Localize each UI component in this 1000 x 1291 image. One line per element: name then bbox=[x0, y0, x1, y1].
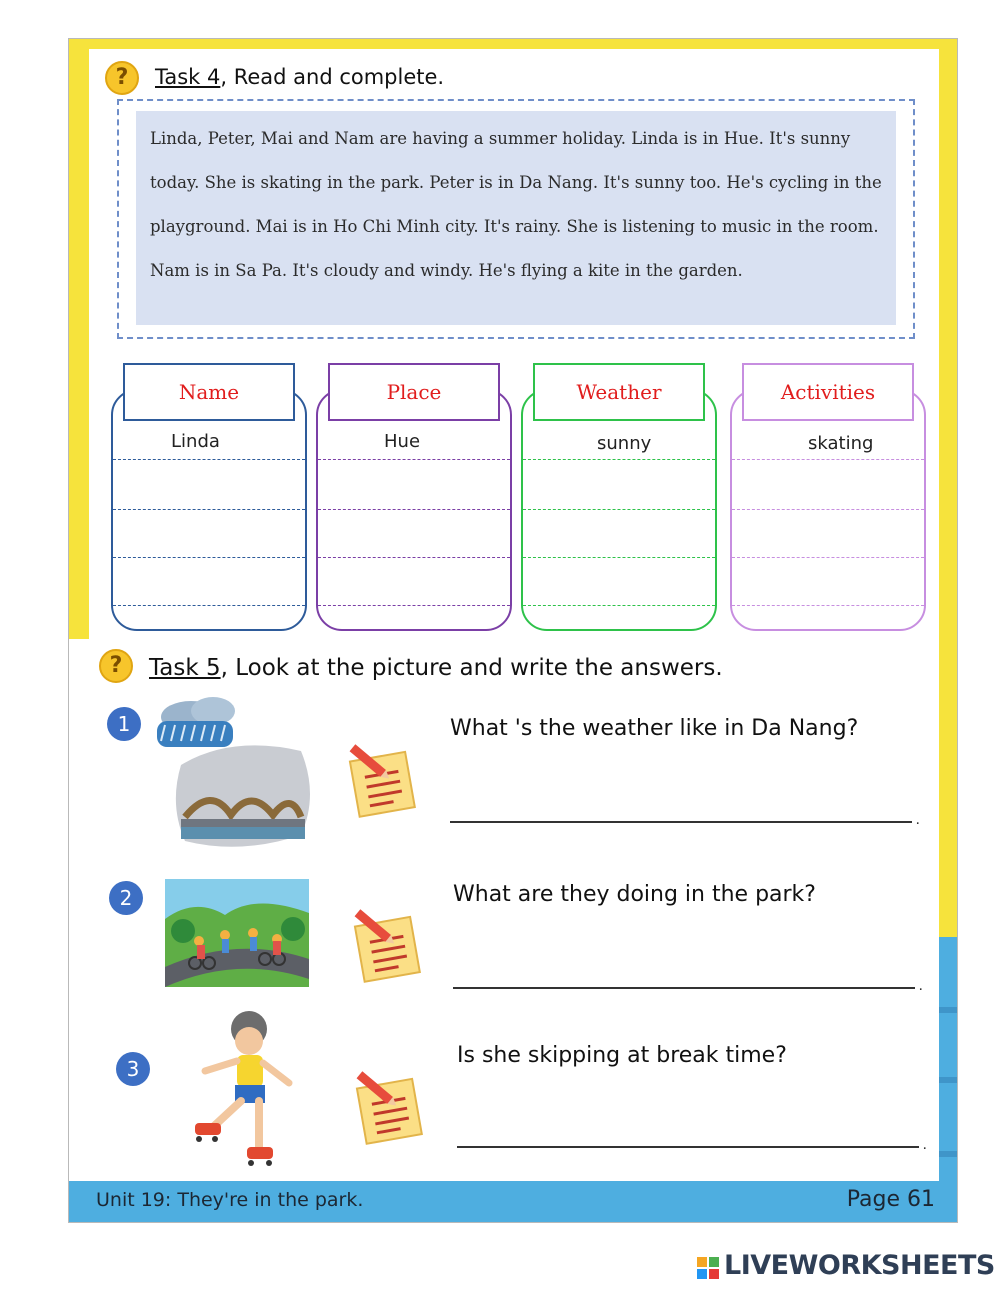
children-cycling-park-picture bbox=[165, 879, 309, 987]
answer-line[interactable] bbox=[732, 509, 924, 510]
task5-instruction: , Look at the picture and write the answers. bbox=[220, 655, 723, 681]
task4-title bbox=[155, 65, 444, 89]
notepad-pencil-icon bbox=[344, 742, 424, 822]
item-3-answer-line[interactable]: . bbox=[457, 1146, 919, 1148]
answer-line[interactable] bbox=[732, 459, 924, 460]
name-example: Linda bbox=[171, 431, 220, 452]
item-3-badge: 3 bbox=[116, 1052, 150, 1086]
task5-number: Task 5 bbox=[149, 655, 221, 681]
answer-line[interactable] bbox=[113, 509, 305, 510]
answer-line[interactable] bbox=[318, 509, 510, 510]
weather-example: sunny bbox=[597, 433, 652, 454]
name-header: Name bbox=[123, 363, 295, 421]
passage-box bbox=[117, 99, 915, 339]
question-mark-icon: ? bbox=[105, 61, 139, 95]
item-3-question: Is she skipping at break time? bbox=[457, 1043, 787, 1068]
item-1-answer-line[interactable]: . bbox=[450, 821, 912, 823]
weather-header: Weather bbox=[533, 363, 705, 421]
answer-line[interactable] bbox=[113, 605, 305, 606]
task4-number: Task 4 bbox=[155, 65, 221, 89]
answer-line[interactable] bbox=[318, 557, 510, 558]
answer-line[interactable] bbox=[318, 605, 510, 606]
task4-instruction: , Read and complete. bbox=[220, 65, 445, 89]
unit-footer: Unit 19: They're in the park. bbox=[96, 1189, 364, 1211]
notepad-pencil-icon bbox=[351, 1069, 431, 1149]
answer-line[interactable] bbox=[523, 459, 715, 460]
liveworksheets-logo-icon bbox=[697, 1257, 719, 1279]
page-number: Page 61 bbox=[846, 1187, 935, 1212]
rain-cloud-dragon-bridge-picture bbox=[151, 695, 321, 855]
answer-line[interactable] bbox=[113, 459, 305, 460]
item-1-question: What 's the weather like in Da Nang? bbox=[450, 716, 859, 741]
task5-title bbox=[149, 655, 723, 681]
question-mark-icon: ? bbox=[99, 649, 133, 683]
girl-roller-skating-picture bbox=[185, 1009, 305, 1179]
activities-example: skating bbox=[808, 433, 874, 454]
item-2-question: What are they doing in the park? bbox=[453, 882, 816, 907]
item-2-badge: 2 bbox=[109, 881, 143, 915]
place-example: Hue bbox=[384, 431, 421, 452]
answer-line[interactable] bbox=[732, 557, 924, 558]
liveworksheets-brand[interactable]: LIVEWORKSHEETS bbox=[724, 1250, 995, 1281]
answer-line[interactable] bbox=[113, 557, 305, 558]
activities-header: Activities bbox=[742, 363, 914, 421]
answer-line[interactable] bbox=[318, 459, 510, 460]
name-column bbox=[111, 380, 307, 631]
place-column bbox=[316, 380, 512, 631]
worksheet-page bbox=[68, 38, 958, 1223]
answer-line[interactable] bbox=[732, 605, 924, 606]
activities-column bbox=[730, 380, 926, 631]
notepad-pencil-icon bbox=[349, 907, 429, 987]
weather-column bbox=[521, 380, 717, 631]
item-1-badge: 1 bbox=[107, 707, 141, 741]
answer-line[interactable] bbox=[523, 509, 715, 510]
place-header: Place bbox=[328, 363, 500, 421]
reading-passage: Linda, Peter, Mai and Nam are having a summer holiday. Linda is in Hue. It's sunny today. She is skating in the park. Peter is in Da Nang. It's sunny too. He's cycling in the playground. Mai is in Ho Chi Minh city. It's rainy. She is listening to music in the room. Nam is in Sa Pa. It's cloudy and windy. He's flying a kite in the garden. bbox=[136, 111, 896, 325]
answer-line[interactable] bbox=[523, 605, 715, 606]
item-2-answer-line[interactable]: . bbox=[453, 987, 915, 989]
answer-line[interactable] bbox=[523, 557, 715, 558]
